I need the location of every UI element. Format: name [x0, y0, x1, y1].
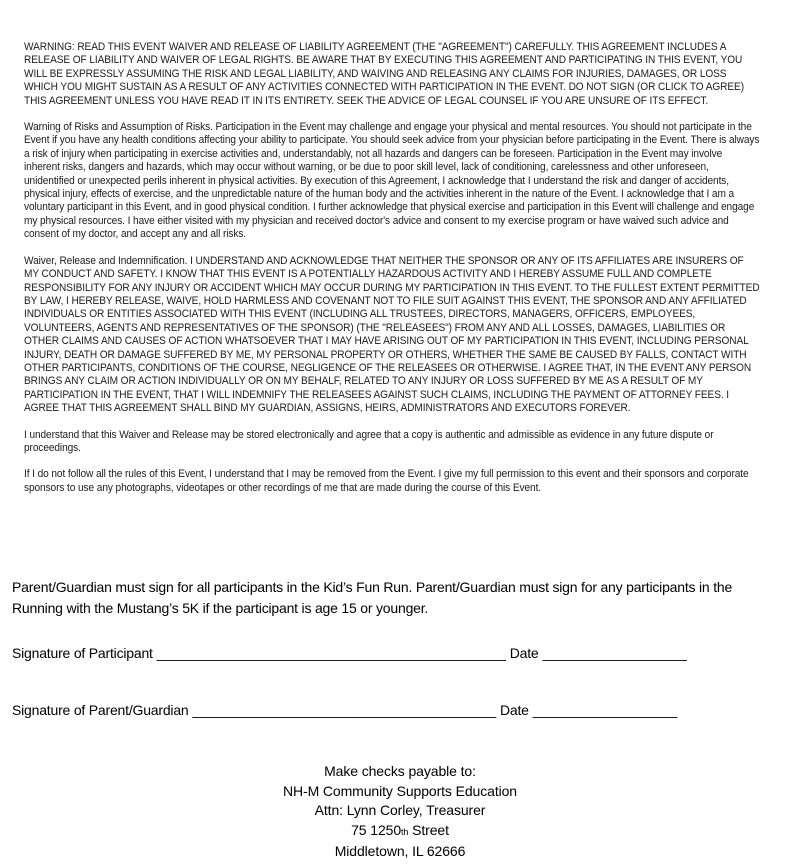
warning-paragraph: WARNING: READ THIS EVENT WAIVER AND RELEASE OF LIABILITY AGREEMENT (THE "AGREEMENT") CAREFULLY. THIS AGREEMENT INCLUDES A RELEASE OF LIABILITY AND WAIVER OF LEGAL RIGHTS. BE AWARE THAT BY EXECUTING THIS AGREEMENT AND PARTICIPATING IN THIS EVENT, YOU WILL BE EXPRESSLY ASSUMING THE RISK AND LEGAL LIABILITY, AND WAIVING AND RELEASING ANY CLAIMS FOR INJURIES, DAMAGES, OR LOSS WHICH YOU MIGHT SUSTAIN AS A RESULT OF ANY ACTIVITIES CONNECTED WITH PARTICIPATION IN THE EVENT. DO NOT SIGN (OR CLICK TO AGREE) THIS AGREEMENT UNLESS YOU HAVE READ IT IN ITS ENTIRETY. SEEK THE ADVICE OF LEGAL COUNSEL IF YOU ARE UNSURE OF ITS EFFECT. — [24, 41, 744, 107]
parent-guardian-notice — [12, 577, 798, 619]
participant-date-line: ___________________ — [542, 645, 687, 661]
payee-name-line: NH-M Community Supports Education — [282, 782, 517, 799]
parent-guardian-date-label: Date — [499, 702, 529, 718]
notice-line-1: Parent/Guardian must sign for all participants in the Kid’s Fun Run. Parent/Guardian must sign for any participants in the — [12, 579, 733, 595]
legal-text-block — [24, 41, 760, 508]
rules-media-paragraph: If I do not follow all the rules of this Event, I understand that I may be removed from the Event. I give my full permission to this event and their sponsors and corporate sponsors to use any photographs, videotapes or other recordings of me that are made during the course of this Event. — [24, 468, 749, 494]
attn-line: Attn: Lynn Corley, Treasurer — [314, 802, 486, 818]
checks-payable-line: Make checks payable to: — [324, 763, 476, 779]
parent-guardian-signature-line: ________________________________________ — [192, 702, 496, 718]
parent-guardian-signature-label: Signature of Parent/Guardian — [12, 702, 189, 718]
participant-signature-label: Signature of Participant — [12, 645, 153, 661]
parent-guardian-date-line: ___________________ — [532, 702, 677, 718]
notice-line-2: Running with the Mustang’s 5K if the participant is age 15 or younger. — [12, 600, 429, 616]
parent-guardian-signature-row — [12, 702, 677, 718]
waiver-release-paragraph: Waiver, Release and Indemnification. I UNDERSTAND AND ACKNOWLEDGE THAT NEITHER THE SPONSOR OR ANY OF ITS AFFILIATES ARE INSURERS OF MY CONDUCT AND SAFETY. I KNOW THAT THIS EVENT IS A POTENTIALLY HAZARDOUS ACTIVITY AND I HEREBY ASSUME FULL AND COMPLETE RESPONSIBILITY FOR ANY INJURY OR ACCIDENT WHICH MAY OCCUR DURING MY PARTICIPATION IN THIS EVENT. TO THE FULLEST EXTENT PERMITTED BY LAW, I HEREBY RELEASE, WAIVE, HOLD HARMLESS AND COVENANT NOT TO FILE SUIT AGAINST THIS EVENT, THE SPONSOR AND ANY AFFILIATED INDIVIDUALS OR ENTITIES ASSOCIATED WITH THIS EVENT (INCLUDING ALL TRUSTEES, DIRECTORS, MANAGERS, OFFICERS, EMPLOYEES, VOLUNTEERS, AGENTS AND REPRESENTATIVES OF THE SPONSOR) (THE "RELEASEES") FROM ANY AND ALL LOSSES, DAMAGES, LIABILITIES OR OTHER CLAIMS AND CAUSES OF ACTION WHATSOEVER THAT I MAY HAVE ARISING OUT OF MY PARTICIPATION IN THIS EVENT, INCLUDING PERSONAL INJURY, DEATH OR DAMAGE SUFFERED BY ME, MY PERSONAL PROPERTY OR OTHERS, WHETHER THE SAME BE CAUSED BY FALLS, CONTACT WITH OTHER PARTICIPANTS, CONDITIONS OF THE COURSE, NEGLIGENCE OF THE RELEASEES OR OTHERWISE. I AGREE THAT, IN THE EVENT ANY PERSON BRINGS ANY CLAIM OR ACTION INDIVIDUALLY OR ON MY BEHALF, RELATED TO ANY INJURY OR LOSS SUFFERED BY ME AS A RESULT OF MY PARTICIPATION IN THE EVENT, THAT I WILL INDEMNIFY THE RELEASEES AGAINST SUCH CLAIMS, INCLUDING THE PAYMENT OF ATTORNEY FEES. I AGREE THAT THIS AGREEMENT SHALL BIND MY GUARDIAN, ASSIGNS, HEIRS, ADMINISTRATORS AND EXECUTORS FOREVER. — [24, 254, 760, 415]
payment-instructions-block — [0, 762, 800, 862]
electronic-storage-paragraph: I understand that this Waiver and Release may be stored electronically and agree that a copy is authentic and admissible as evidence in any future dispute or proceedings. — [24, 428, 714, 454]
street-number: 75 1250 — [351, 821, 402, 838]
street-address-line — [0, 821, 800, 843]
warning-of-risks-paragraph: Warning of Risks and Assumption of Risks. Participation in the Event may challenge and engage your physical and mental resources. You should not participate in the Event if you have any health conditions affecting your ability to participate. You should seek advice from your physician before participating in the Event. There is always a risk of injury when participating in exercise activities and, understandably, not all hazards and dangers can be foreseen. Participation in the Event may involve inherent risks, dangers and hazards, which may occur without warning, or be due to poor skill level, lack of conditioning, carelessness and other unforeseen, unidentified or unexpected perils inherent in physical activities. By execution of this Agreement, I acknowledge that I understand the risk and danger of accidents, physical injury, effects of exercise, and the unpredictable nature of the human body and the activities inherent in the nature of the Event. I acknowledge that I am a voluntary participant in this Event, and in good physical condition. I further acknowledge that physical exercise and participation in this Event will challenge and engage my physical resources. I have either visited with my physician and received doctor's advice and consent to my exercise program or have waived such advice and consent of my doctor, and accept any and all risks. — [24, 121, 760, 241]
street-ordinal: th — [401, 826, 409, 837]
participant-signature-row — [12, 645, 687, 661]
street-suffix: Street — [408, 821, 449, 838]
city-state-zip-line: Middletown, IL 62666 — [334, 843, 466, 859]
participant-date-label: Date — [509, 645, 539, 661]
participant-signature-line: ______________________________________________ — [156, 645, 506, 661]
